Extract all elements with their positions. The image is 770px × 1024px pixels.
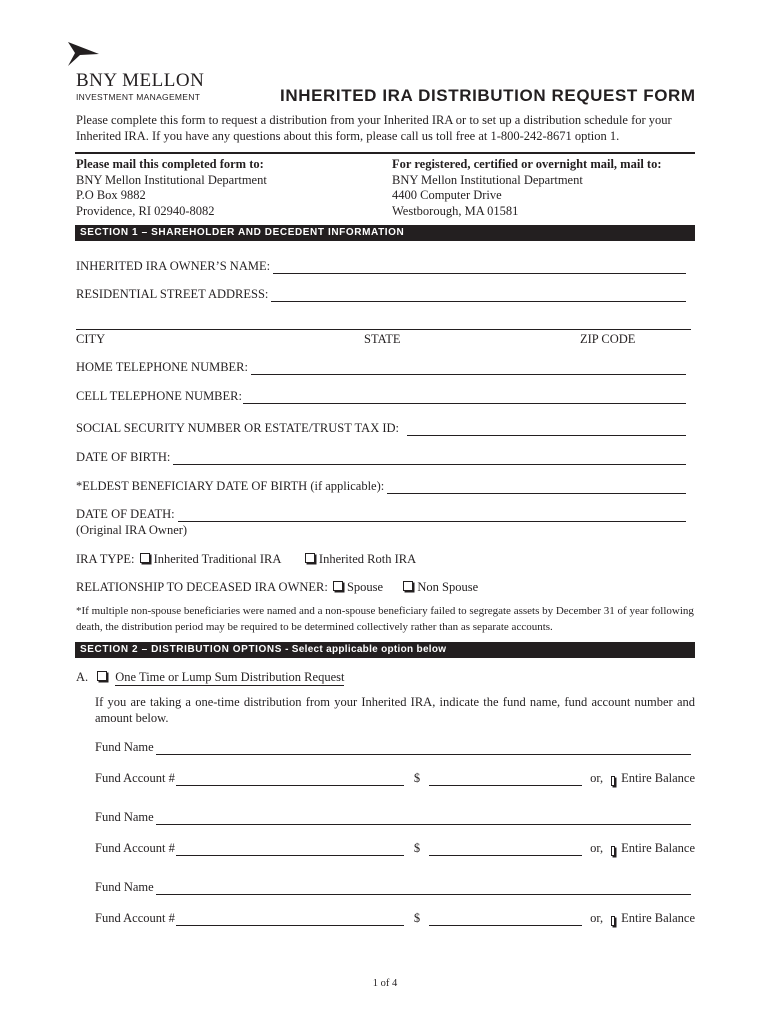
ira-traditional-checkbox[interactable] <box>140 553 150 563</box>
option-a-checkbox[interactable] <box>97 671 107 681</box>
fund-name-field[interactable] <box>95 880 691 895</box>
state-label: STATE <box>364 332 401 346</box>
street-address-field[interactable] <box>76 287 686 302</box>
fund-account-line[interactable] <box>176 774 404 786</box>
intro-text: Please complete this form to request a distribution from your Inherited IRA or to set up a distribution schedule for your Inherited IRA. If you have any questions about this form, please call us toll free at 1-800-242-8671 option 1. <box>76 113 672 143</box>
cell-phone-label: CELL TELEPHONE NUMBER: <box>76 389 242 403</box>
or-label: or, <box>590 771 604 785</box>
logo-subtitle: INVESTMENT MANAGEMENT <box>76 92 201 102</box>
option-a-letter: A. <box>76 670 89 684</box>
fund-name-line[interactable] <box>156 813 691 825</box>
fund-account-row <box>95 841 695 856</box>
fund-account-line[interactable] <box>176 844 404 856</box>
eldest-dob-label: *ELDEST BENEFICIARY DATE OF BIRTH (if applicable): <box>76 479 385 493</box>
section2-header <box>75 642 695 658</box>
ssn-label: SOCIAL SECURITY NUMBER OR ESTATE/TRUST TAX ID: <box>76 421 400 435</box>
or-label: or, <box>590 841 604 855</box>
home-phone-label: HOME TELEPHONE NUMBER: <box>76 360 248 374</box>
dollar-sign: $ <box>413 841 421 855</box>
entire-balance-label: Entire Balance <box>621 841 695 855</box>
fund-account-label: Fund Account # <box>95 841 175 855</box>
non-spouse-checkbox[interactable] <box>403 581 413 591</box>
mail-heading: For registered, certified or overnight mail, mail to: <box>392 157 662 171</box>
home-phone-line[interactable] <box>251 363 686 375</box>
section1-header: SECTION 1 – SHAREHOLDER AND DECEDENT INFORMATION <box>75 225 695 241</box>
fund-name-label: Fund Name <box>95 810 154 824</box>
fund-name-field[interactable] <box>95 740 691 755</box>
ira-type-row <box>76 552 416 567</box>
fund-account-label: Fund Account # <box>95 771 175 785</box>
owner-name-line[interactable] <box>273 262 686 274</box>
eldest-dob-field[interactable] <box>76 479 686 494</box>
or-label: or, <box>590 911 604 925</box>
ira-type-label: IRA TYPE: <box>76 552 135 566</box>
fund-name-label: Fund Name <box>95 880 154 894</box>
city-state-zip-line[interactable] <box>76 329 691 330</box>
zip-label: ZIP CODE <box>580 332 636 346</box>
dod-line[interactable] <box>178 510 686 522</box>
form-title: INHERITED IRA DISTRIBUTION REQUEST FORM <box>280 86 696 105</box>
section2-title: SECTION 2 – DISTRIBUTION OPTIONS <box>80 644 282 655</box>
dollar-sign: $ <box>413 911 421 925</box>
street-address-line[interactable] <box>271 290 686 302</box>
relationship-label: RELATIONSHIP TO DECEASED IRA OWNER: <box>76 580 328 594</box>
dob-field[interactable] <box>76 450 686 465</box>
bny-mellon-logo-icon <box>66 40 102 68</box>
home-phone-field[interactable] <box>76 360 686 375</box>
cell-phone-line[interactable] <box>243 392 686 404</box>
fund-name-line[interactable] <box>156 743 691 755</box>
entire-balance-checkbox[interactable] <box>611 776 615 786</box>
owner-name-field[interactable] <box>76 259 686 274</box>
dod-field[interactable] <box>76 507 686 522</box>
fund-name-field[interactable] <box>95 810 691 825</box>
ssn-field[interactable] <box>76 421 686 436</box>
street-address-label: RESIDENTIAL STREET ADDRESS: <box>76 287 269 301</box>
mail-line: Providence, RI 02940-8082 <box>76 203 215 218</box>
city-label: CITY <box>76 332 106 346</box>
ira-roth-label: Inherited Roth IRA <box>318 552 417 566</box>
entire-balance-label: Entire Balance <box>621 911 695 925</box>
ira-roth-checkbox[interactable] <box>305 553 315 563</box>
fund-name-label: Fund Name <box>95 740 154 754</box>
owner-name-label: INHERITED IRA OWNER’S NAME: <box>76 259 271 273</box>
mail-line: P.O Box 9882 <box>76 188 146 202</box>
ira-traditional-label: Inherited Traditional IRA <box>153 552 281 566</box>
fund-account-row <box>95 771 695 786</box>
option-a-description: If you are taking a one-time distribution from your Inherited IRA, indicate the fund name, fund account number and amount below. <box>95 695 695 725</box>
mail-address-overnight <box>392 157 695 219</box>
entire-balance-label: Entire Balance <box>621 771 695 785</box>
mail-line: 4400 Computer Drive <box>392 188 502 202</box>
option-a-label: One Time or Lump Sum Distribution Request <box>115 670 345 684</box>
dod-note: (Original IRA Owner) <box>76 523 188 537</box>
spouse-label: Spouse <box>346 580 384 594</box>
dod-label: DATE OF DEATH: <box>76 507 175 521</box>
dob-line[interactable] <box>173 453 686 465</box>
dob-label: DATE OF BIRTH: <box>76 450 171 464</box>
spouse-checkbox[interactable] <box>333 581 343 591</box>
fund-account-line[interactable] <box>176 914 404 926</box>
amount-line[interactable] <box>429 914 582 926</box>
fund-account-row <box>95 911 695 926</box>
amount-line[interactable] <box>429 844 582 856</box>
entire-balance-checkbox[interactable] <box>611 846 615 856</box>
cell-phone-field[interactable] <box>76 389 686 404</box>
mail-address-standard <box>76 157 376 219</box>
section2-subtitle: - Select applicable option below <box>282 644 447 655</box>
option-a-row <box>76 670 344 686</box>
fund-account-label: Fund Account # <box>95 911 175 925</box>
mail-line: Westborough, MA 01581 <box>392 203 519 218</box>
mail-line: BNY Mellon Institutional Department <box>392 172 583 187</box>
dollar-sign: $ <box>413 771 421 785</box>
fund-name-line[interactable] <box>156 883 691 895</box>
mail-line: BNY Mellon Institutional Department <box>76 172 267 187</box>
mail-heading: Please mail this completed form to: <box>76 157 264 171</box>
ssn-line[interactable] <box>407 424 686 436</box>
divider <box>75 152 695 154</box>
entire-balance-checkbox[interactable] <box>611 916 615 926</box>
relationship-row <box>76 580 478 595</box>
footnote: *If multiple non-spouse beneficiaries were named and a non-spouse beneficiary failed to segregate assets by December 31 of year following death, the distribution period may be required to be determined collectively rather than as separate accounts. <box>76 605 694 633</box>
logo-name: BNY MELLON <box>76 70 205 91</box>
eldest-dob-line[interactable] <box>387 482 686 494</box>
non-spouse-label: Non Spouse <box>417 580 479 594</box>
amount-line[interactable] <box>429 774 582 786</box>
page-number: 1 of 4 <box>372 978 398 989</box>
